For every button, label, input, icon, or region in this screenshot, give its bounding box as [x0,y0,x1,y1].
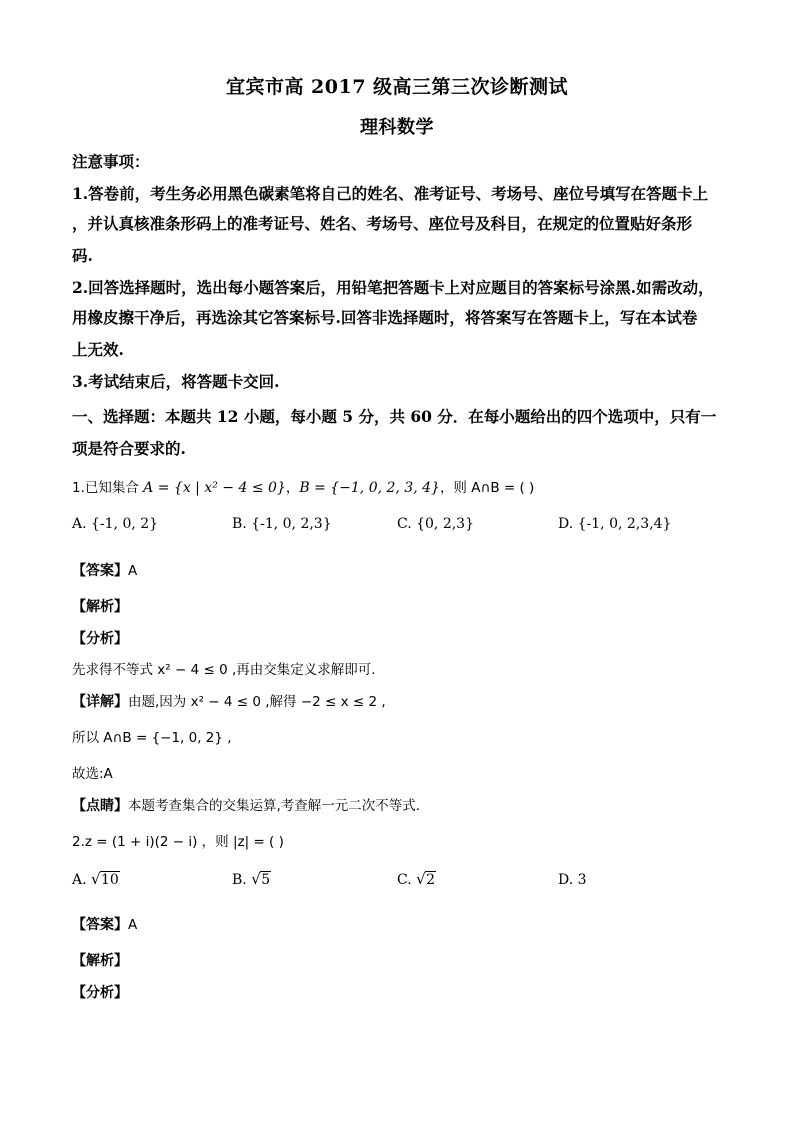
q1-comment-text: 本题考查集合的交集运算,考查解一元二次不等式. [128,798,421,814]
question-1-stem [72,476,727,496]
sqrt-symbol: √ 5 [251,870,271,888]
q1-detail-line [72,690,727,711]
q2-fenxi-label: 【分析】 [72,985,128,1001]
section-heading-line-2: 项是符合要求的. [72,439,186,458]
q1-answer-label: 【答案】 [72,563,128,579]
q1-set-a: A = {x | x² − 4 ≤ 0} [143,480,286,496]
notice-line-3: 码. [72,246,93,265]
notice-line-7: 3.考试结束后，将答题卡交回. [72,372,280,391]
section-heading-line-1: 一、选择题：本题共 12 小题，每小题 5 分，共 60 分．在每小题给出的四个选项中，只有一 [72,407,717,426]
q2-choice-c [397,872,436,888]
q2-choice-a-label: A. [72,872,87,888]
q1-analysis-label: 【解析】 [72,599,128,615]
q1-comment-line [72,794,727,815]
q1-analysis-line [72,596,727,616]
q1-result-line: 所以 A∩B = {−1, 0, 2} , [72,730,232,746]
q1-detail-text: 由题,因为 x² − 4 ≤ 0 ,解得 −2 ≤ x ≤ 2 , [128,694,386,710]
q2-answer-label: 【答案】 [72,917,128,933]
notice-line-6: 上无效. [72,340,124,359]
q1-ask: ，则 A∩B = ( ) [439,480,535,496]
notice-heading: 注意事项： [72,152,150,171]
notice-line-4: 2.回答选择题时，选出每小题答案后，用铅笔把答题卡上对应题目的答案标号涂黑.如需改动， [72,278,714,297]
q2-choice-a [72,872,120,888]
q1-answer-value: A [128,563,138,579]
q1-fenxi-line [72,628,727,648]
q1-answer-line [72,560,727,580]
notice-line-1: 1.答卷前，考生务必用黑色碳素笔将自己的姓名、准考证号、考场号、座位号填写在答题卡上 [72,184,709,203]
q2-choice-c-radicand: 2 [426,872,436,888]
q2-choice-c-label: C. [397,872,412,888]
q1-choose-line: 故选:A [72,766,113,782]
q1-fenxi-text: 先求得不等式 x² − 4 ≤ 0 ,再由交集定义求解即可. [72,662,376,678]
q1-fenxi-label: 【分析】 [72,631,128,647]
q2-fenxi-line [72,982,727,1002]
q1-detail-label: 【详解】 [72,694,128,710]
q1-set-b: B = {−1, 0, 2, 3, 4} [299,480,440,496]
q1-choice-c: C. {0, 2,3} [397,516,474,532]
q1-sep: ， [285,480,300,496]
q1-choice-b: B. {-1, 0, 2,3} [232,516,332,532]
question-2-stem: 2.z = (1 + i)(2 − i) ，则 |z| = ( ) [72,834,284,850]
sqrt-symbol: √ 10 [91,870,119,888]
q2-choice-d [558,872,587,888]
q1-choice-a: A. {-1, 0, 2} [72,516,159,532]
exam-subject: 理科数学 [360,117,434,138]
exam-title: 宜宾市高 2017 级高三第三次诊断测试 [225,76,569,98]
q2-analysis-label: 【解析】 [72,953,128,969]
sqrt-symbol: √ 2 [416,870,436,888]
notice-line-5: 用橡皮擦干净后，再选涂其它答案标号.回答非选择题时，将答案写在答题卡上，写在本试卷 [72,308,698,327]
q2-choice-b [232,872,271,888]
q1-comment-label: 【点睛】 [72,798,128,814]
q2-choice-b-label: B. [232,872,247,888]
q2-choice-d-value: 3 [577,872,587,888]
q2-choice-d-label: D. [558,872,574,888]
q2-choice-b-radicand: 5 [261,872,271,888]
q1-choice-d: D. {-1, 0, 2,3,4} [558,516,672,532]
q2-choice-a-radicand: 10 [101,872,119,888]
q1-prefix: 1.已知集合 [72,480,144,496]
notice-line-2: ，并认真核准条形码上的准考证号、姓名、考场号、座位号及科目，在规定的位置贴好条形 [72,214,693,233]
q2-analysis-line [72,950,727,970]
q2-answer-line [72,914,727,934]
q2-answer-value: A [128,917,138,933]
